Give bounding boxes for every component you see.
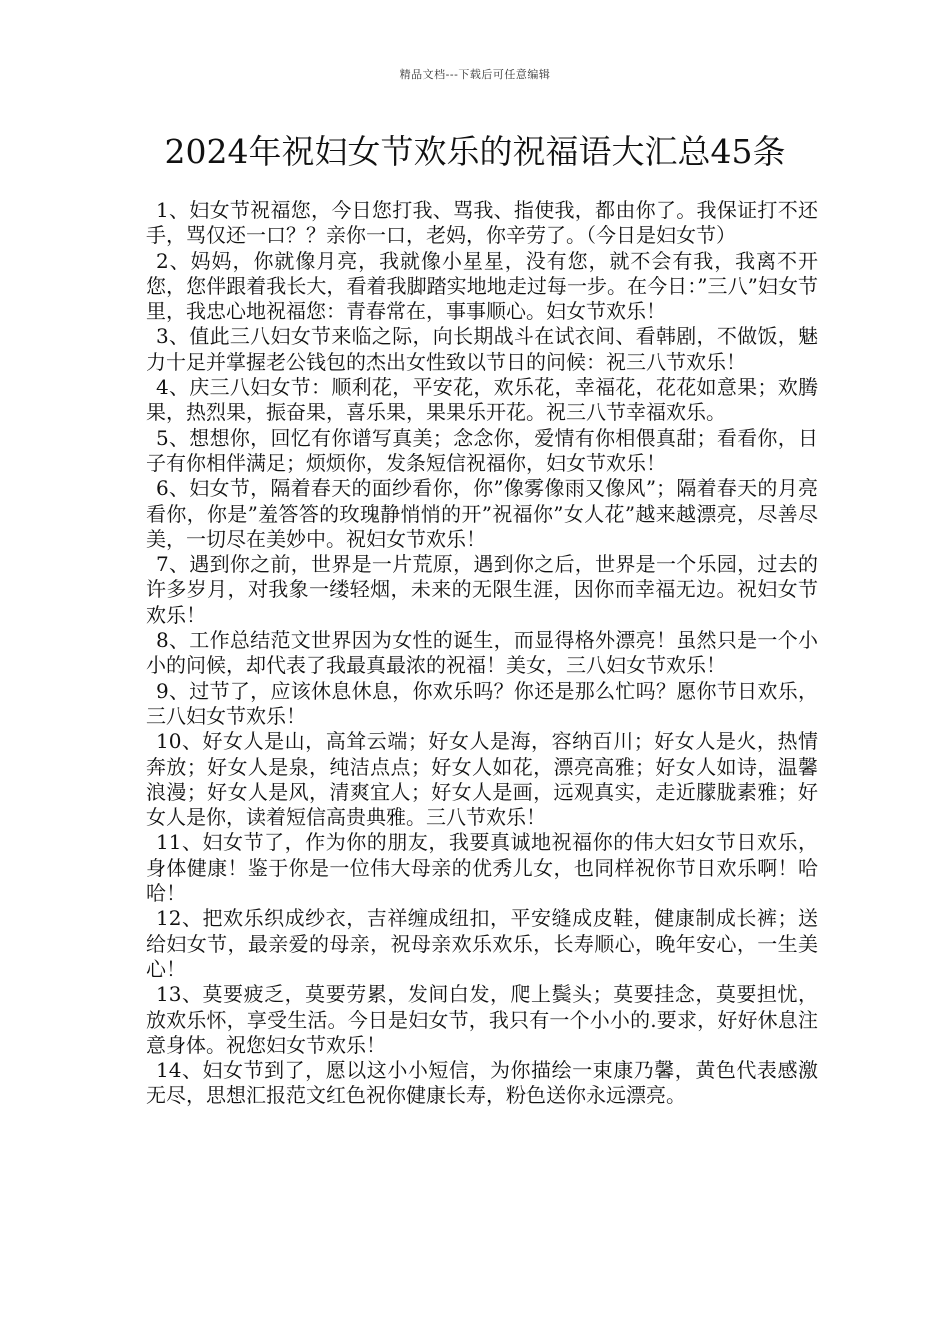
paragraph-13: 13、莫要疲乏，莫要劳累，发间白发，爬上鬓头；莫要挂念，莫要担忧，放欢乐怀，享受生活。今日是妇女节，我只有一个小小的.要求，好好休息注意身体。祝您妇女节欢乐！	[146, 982, 818, 1057]
document-body	[146, 198, 818, 1109]
paragraph-14: 14、妇女节到了，愿以这小小短信，为你描绘一束康乃馨，黄色代表感激无尽，思想汇报范文红色祝你健康长寿，粉色送你永远漂亮。	[146, 1058, 818, 1108]
paragraph-8: 8、工作总结范文世界因为女性的诞生，而显得格外漂亮！虽然只是一个小小的问候，却代表了我最真最浓的祝福！美女，三八妇女节欢乐！	[146, 628, 818, 678]
paragraph-7: 7、遇到你之前，世界是一片荒原，遇到你之后，世界是一个乐园，过去的许多岁月，对我象一缕轻烟，未来的无限生涯，因你而幸福无边。祝妇女节欢乐！	[146, 552, 818, 627]
paragraph-10: 10、好女人是山，高耸云端；好女人是海，容纳百川；好女人是火，热情奔放；好女人是泉，纯洁点点；好女人如花，漂亮高雅；好女人如诗，温馨浪漫；好女人是风，清爽宜人；好女人是画，远观真实，走近朦胧素雅；好女人是你，读着短信高贵典雅。三八节欢乐！	[146, 729, 818, 830]
paragraph-5: 5、想想你，回忆有你谱写真美；念念你，爱情有你相偎真甜；看看你，日子有你相伴满足；烦烦你，发条短信祝福你，妇女节欢乐！	[146, 425, 818, 475]
paragraph-12: 12、把欢乐织成纱衣，吉祥缠成纽扣，平安缝成皮鞋，健康制成长裤；送给妇女节，最亲爱的母亲，祝母亲欢乐欢乐，长寿顺心，晚年安心，一生美心！	[146, 906, 818, 981]
header-note: 精品文档---下载后可任意编辑	[399, 68, 551, 81]
paragraph-1: 1、妇女节祝福您，今日您打我、骂我、指使我，都由你了。我保证打不还手，骂仅还一口？？亲你一口，老妈，你辛劳了。（今日是妇女节）	[146, 198, 818, 248]
paragraph-11: 11、妇女节了，作为你的朋友，我要真诚地祝福你的伟大妇女节日欢乐，身体健康！鉴于你是一位伟大母亲的优秀儿女，也同样祝你节日欢乐啊！哈哈！	[146, 830, 818, 906]
paragraph-9: 9、过节了，应该休息休息，你欢乐吗？你还是那么忙吗？愿你节日欢乐，三八妇女节欢乐！	[146, 678, 818, 728]
paragraph-6: 6、妇女节，隔着春天的面纱看你，你”像雾像雨又像风”；隔着春天的月亮看你，你是”羞答答的玫瑰静悄悄的开”祝福你”女人花”越来越漂亮，尽善尽美，一切尽在美妙中。祝妇女节欢乐！	[146, 476, 818, 551]
paragraph-3: 3、值此三八妇女节来临之际，向长期战斗在试衣间、看韩剧，不做饭，魅力十足并掌握老公钱包的杰出女性致以节日的问候：祝三八节欢乐！	[146, 324, 818, 374]
document-title: 2024年祝妇女节欢乐的祝福语大汇总45条	[164, 132, 786, 171]
paragraph-4: 4、庆三八妇女节：顺利花，平安花，欢乐花，幸福花，花花如意果；欢腾果，热烈果，振奋果，喜乐果，果果乐开花。祝三八节幸福欢乐。	[146, 375, 818, 425]
paragraph-2: 2、妈妈，你就像月亮，我就像小星星，没有您，就不会有我，我离不开您，您伴跟着我长大，看着我脚踏实地地走过每一步。在今日：”三八”妇女节里，我忠心地祝福您：青春常在，事事顺心。妇女节欢乐！	[146, 248, 818, 324]
